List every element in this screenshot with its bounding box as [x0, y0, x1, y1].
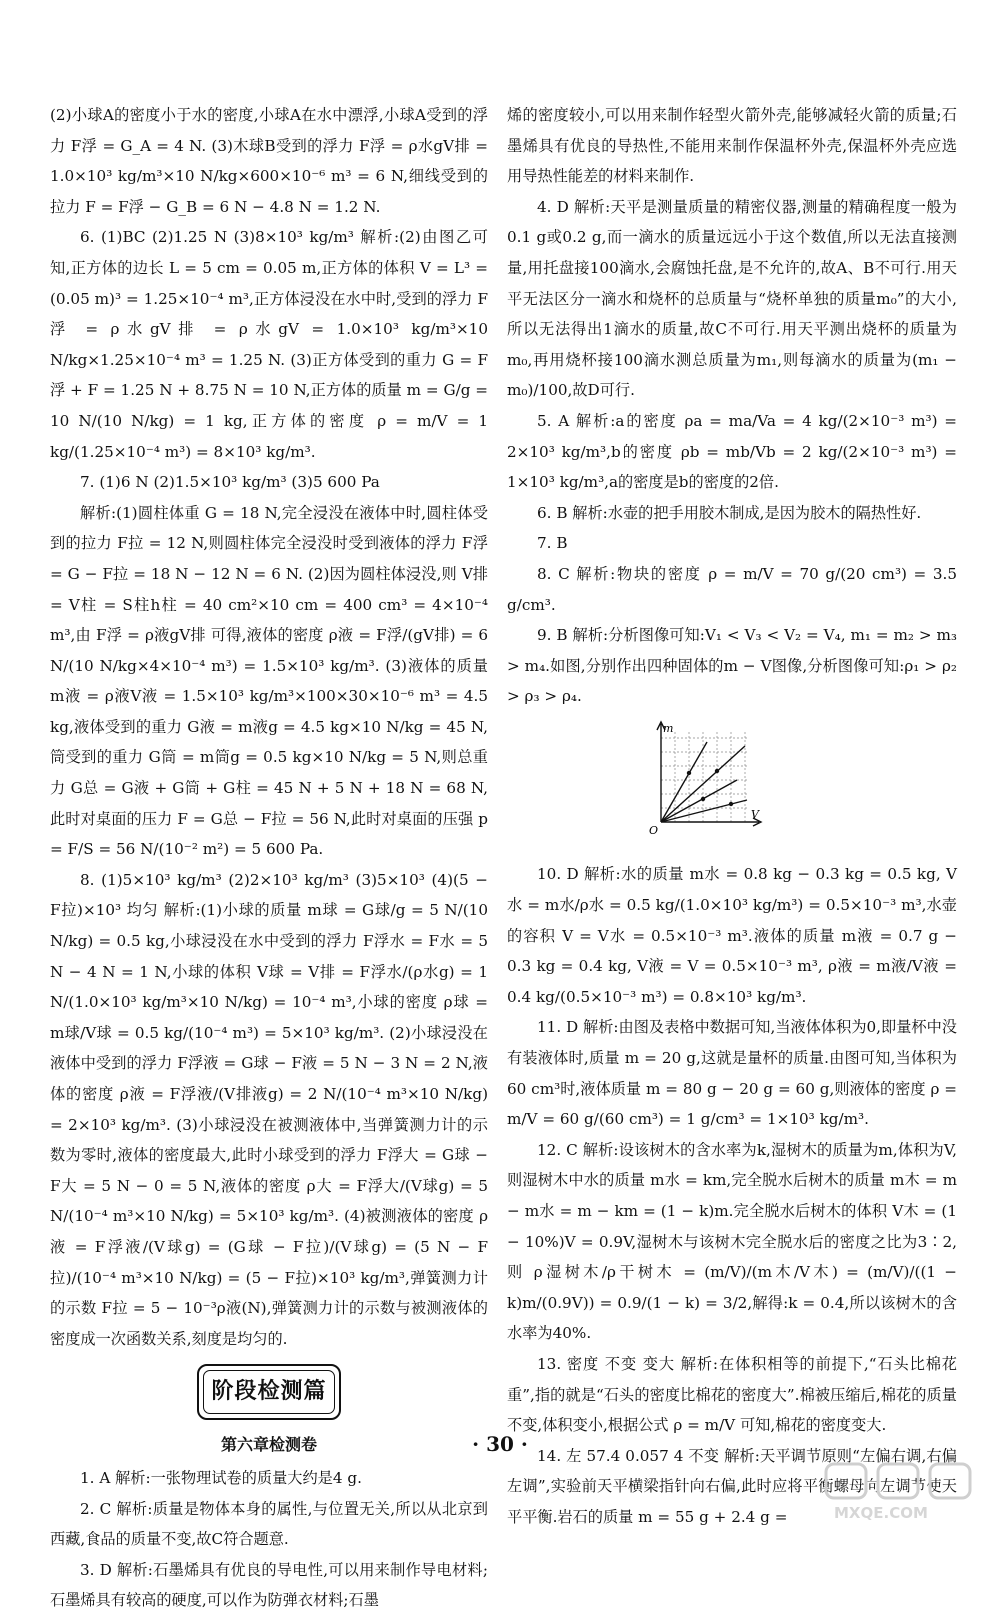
watermark-logo — [820, 1460, 980, 1522]
answer-14: 14. 左 57.4 0.057 4 不变 解析:天平调节原则“左偏右调,右偏左调”,实验前天平横梁指针向右偏,此时应将平衡螺母向左调节使天平平衡.岩石的质量 m = 55 g + 2.4 g = — [507, 1446, 957, 1526]
stage-test-banner: 阶段检测篇 — [197, 1364, 341, 1420]
answer-3: 3. D 解析:石墨烯具有优良的导电性,可以用来制作导电材料;石墨烯具有较高的硬度,可以作为防弹衣材料;石墨 — [50, 1560, 488, 1610]
answer-4: 4. D 解析:天平是测量质量的精密仪器,测量的精确程度一般为0.1 g或0.2 g,而一滴水的质量远远小于这个数值,所以无法直接测量,用托盘接100滴水,会腐蚀托盘,是不允许的,故A、B不可行.用天平无法区分一滴水和烧杯的总质量与“烧杯单独的质量m₀”的大小,所以无法得出1滴水的质量,故C不可行.用天平测出烧杯的质量为m₀,再用烧杯接100滴水测总质量为m₁,则每滴水的质量为(m₁ − m₀)/100,故D可行. — [507, 197, 957, 400]
svg-text:MXQE.COM: MXQE.COM — [834, 1504, 928, 1522]
page-number: · 30 · — [472, 1432, 528, 1456]
section-title: 第六章检测卷 — [220, 1435, 317, 1455]
answer-8-ch6: 8. C 解析:物块的密度 ρ = m/V = 70 g/(20 cm³) = 3.5 g/cm³. — [507, 564, 957, 614]
answer-8: 8. (1)5×10³ kg/m³ (2)2×10³ kg/m³ (3)5×10³ (4)(5 − F拉)×10³ 均匀 解析:(1)小球的质量 m球 = G球/g = 5 N/(10 N/kg) = 0.5 kg,小球浸没在水中受到的浮力 F浮水 = F水 = 5 N − 4 N = 1 N,小球的体积 V球 = V排 = F浮水/(ρ水g) = 1 N/(1.0×10³ kg/m³×10 N/kg) = 10⁻⁴ m³,小球的密度 ρ球 = m球/V球 = 0.5 kg/(10⁻⁴ m³) = 5×10³ kg/m³. (2)小球浸没在液体中受到的浮力 F浮液 = G球 − F液 = 5 N − 3 N = 2 N,液体的密度 ρ液 = F浮液/(V排液g) = 2 N/(10⁻⁴ m³×10 N/kg) = 2×10³ kg/m³. (3)小球浸没在被测液体中,当弹簧测力计的示数为零时,液体的密度最大,此时小球受到的浮力 F浮大 = G球 − F大 = 5 N − 0 = 5 N,液体的密度 ρ大 = F浮大/(V球g) = 5 N/(10⁻⁴ m³×10 N/kg) = 5×10³ kg/m³. (4)被测液体的密度 ρ液 = F浮液/(V球g) = (G球 − F拉)/(V球g) = (5 N − F拉)/(10⁻⁴ m³×10 N/kg) = (5 − F拉)×10³ kg/m³,弹簧测力计的示数 F拉 = 5 − 10⁻³ρ液(N),弹簧测力计的示数与被测液体的密度成一次函数关系,刻度是均匀的. — [50, 870, 488, 1348]
answer-1: 1. A 解析:一张物理试卷的质量大约是4 g. — [80, 1468, 362, 1487]
answer-7-ch6: 7. B — [537, 534, 568, 553]
answer-6-ch6: 6. B 解析:水壶的把手用胶木制成,是因为胶木的隔热性好. — [537, 503, 922, 522]
y-axis-label: m — [663, 721, 674, 735]
paragraph: 烯的密度较小,可以用来制作轻型火箭外壳,能够减轻火箭的质量;石墨烯具有优良的导热性,不能用来制作保温杯外壳,保温杯外壳应选用导热性能差的材料来制作. — [507, 106, 957, 186]
answer-6: 6. (1)BC (2)1.25 N (3)8×10³ kg/m³ 解析:(2)由图乙可知,正方体的边长 L = 5 cm = 0.05 m,正方体的体积 V = L³ = (0.05 m)³ = 1.25×10⁻⁴ m³,正方体浸没在水中时,受到的浮力 F浮 = ρ水gV排 = ρ水gV = 1.0×10³ kg/m³×10 N/kg×1.25×10⁻⁴ m³ = 1.25 N. (3)正方体受到的重力 G = F浮 + F = 1.25 N + 8.75 N = 10 N,正方体的质量 m = G/g = 10 N/(10 N/kg) = 1 kg,正方体的密度 ρ = m/V = 1 kg/(1.25×10⁻⁴ m³) = 8×10³ kg/m³. — [50, 228, 488, 461]
origin-label: O — [649, 823, 659, 837]
answer-7: 7. (1)6 N (2)1.5×10³ kg/m³ (3)5 600 Pa — [80, 473, 380, 492]
right-column — [507, 100, 957, 1533]
answer-11: 11. D 解析:由图及表格中数据可知,当液体体积为0,即量杯中没有装液体时,质量 m = 20 g,这就是量杯的质量.由图可知,当体积为60 cm³时,液体质量 m = 80 g − 20 g = 60 g,则液体的密度 ρ = m/V = 60 g/(60 cm³) = 1 g/cm³ = 1×10³ kg/m³. — [507, 1018, 957, 1129]
left-column — [50, 100, 488, 1616]
answer-10: 10. D 解析:水的质量 m水 = 0.8 kg − 0.3 kg = 0.5 kg, V水 = m水/ρ水 = 0.5 kg/(1.0×10³ kg/m³) = 0.5×10⁻³ m³,水壶的容积 V = V水 = 0.5×10⁻³ m³.液体的质量 m液 = 0.7 g − 0.3 kg = 0.4 kg, V液 = V = 0.5×10⁻³ m³, ρ液 = m液/V液 = 0.4 kg/(0.5×10⁻³ m³) = 0.8×10³ kg/m³. — [507, 865, 957, 1006]
answer-5: 5. A 解析:a的密度 ρa = ma/Va = 4 kg/(2×10⁻³ m³) = 2×10³ kg/m³,b的密度 ρb = mb/Vb = 2 kg/(2×10⁻³ m³) = 1×10³ kg/m³,a的密度是b的密度的2倍. — [507, 411, 957, 492]
answer-2: 2. C 解析:质量是物体本身的属性,与位置无关,所以从北京到西藏,食品的质量不变,故C符合题意. — [50, 1499, 488, 1549]
m-v-graph-figure — [637, 718, 767, 843]
paragraph: (2)小球A的密度小于水的密度,小球A在水中漂浮,小球A受到的浮力 F浮 = G_A = 4 N. (3)木球B受到的浮力 F浮 = ρ水gV排 = 1.0×10³ kg/m³×10 N/kg×600×10⁻⁶ m³ = 6 N,细线受到的拉力 F = F浮 − G_B = 6 N − 4.8 N = 1.2 N. — [50, 106, 488, 216]
answer-9-ch6: 9. B 解析:分析图像可知:V₁ < V₃ < V₂ = V₄, m₁ = m₂ > m₃ > m₄.如图,分别作出四种固体的m − V图像,分析图像可知:ρ₁ > ρ₂ > ρ₃ > ρ₄. — [507, 626, 957, 706]
answer-12: 12. C 解析:设该树木的含水率为k,湿树木的质量为m,体积为V,则湿树木中水的质量 m水 = km,完全脱水后树木的质量 m木 = m − m水 = m − km = (1 − k)m.完全脱水后树木的体积 V木 = (1 − 10%)V = 0.9V,湿树木与该树木完全脱水后的密度之比为3∶2,则 ρ湿树木/ρ干树木 = (m/V)/(m木/V木) = (m/V)/((1 − k)m/(0.9V)) = 0.9/(1 − k) = 3/2,解得:k = 0.4,所以该树木的含水率为40%. — [507, 1140, 957, 1343]
x-axis-label: V — [751, 807, 759, 821]
answer-13: 13. 密度 不变 变大 解析:在体积相等的前提下,“石头比棉花重”,指的就是“石头的密度比棉花的密度大”.棉被压缩后,棉花的质量不变,体积变小,根据公式 ρ = m/V 可知,棉花的密度变大. — [507, 1354, 957, 1435]
analysis-7: 解析:(1)圆柱体重 G = 18 N,完全浸没在液体中时,圆柱体受到的拉力 F拉 = 12 N,则圆柱体完全浸没时受到液体的浮力 F浮 = G − F拉 = 18 N − 12 N = 6 N. (2)因为圆柱体浸没,则 V排 = V柱 = S柱h柱 = 40 cm²×10 cm = 400 cm³ = 4×10⁻⁴ m³,由 F浮 = ρ液gV排 可得,液体的密度 ρ液 = F浮/(gV排) = 6 N/(10 N/kg×4×10⁻⁴ m³) = 1.5×10³ kg/m³. (3)液体的质量 m液 = ρ液V液 = 1.5×10³ kg/m³×100×30×10⁻⁶ m³ = 4.5 kg,液体受到的重力 G液 = m液g = 4.5 kg×10 N/kg = 45 N,筒受到的重力 G筒 = m筒g = 0.5 kg×10 N/kg = 5 N,则总重力 G总 = G液 + G筒 + G柱 = 45 N + 5 N + 18 N = 68 N,此时对桌面的压力 F = G总 − F拉 = 56 N,此时对桌面的压强 p = F/S = 56 N/(10⁻² m²) = 5 600 Pa. — [50, 503, 488, 859]
